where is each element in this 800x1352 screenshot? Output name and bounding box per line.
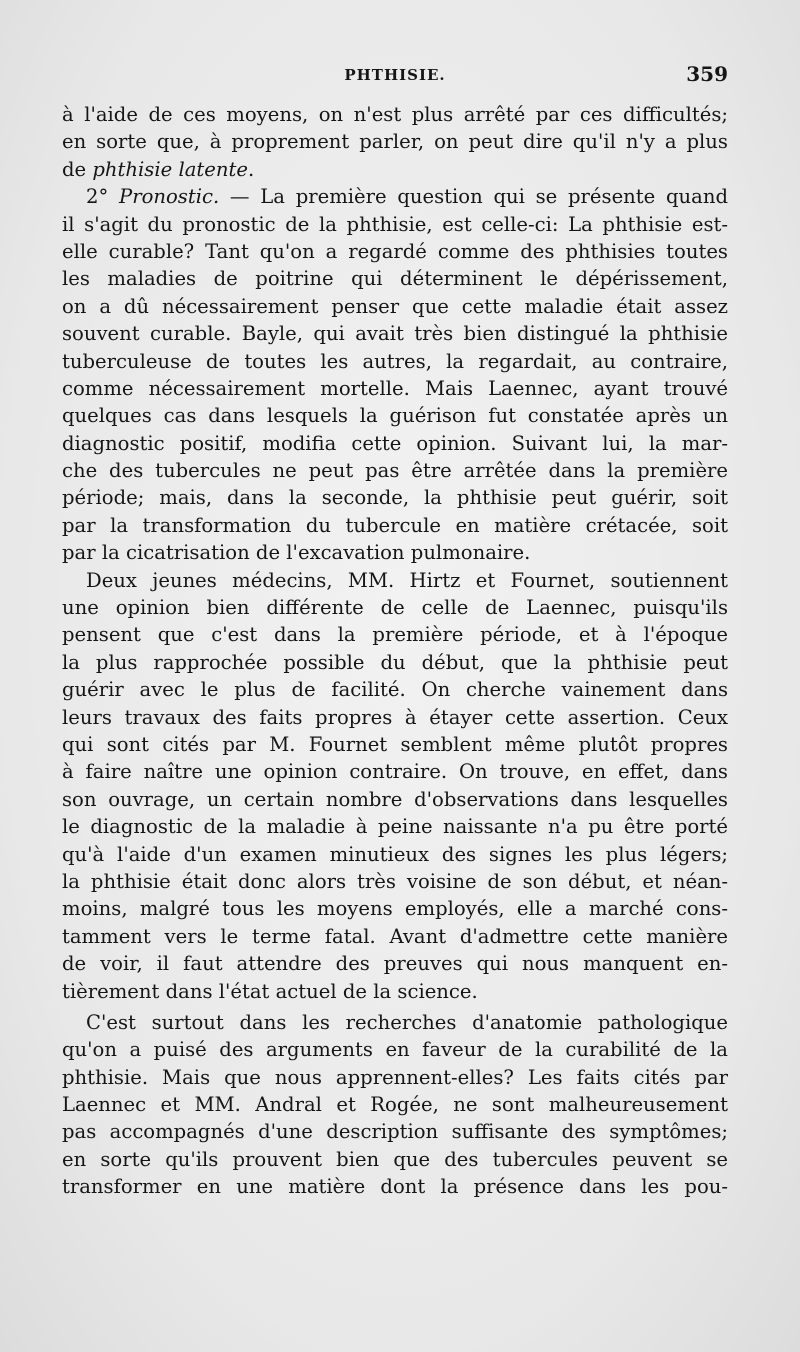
paragraph xyxy=(62,101,728,183)
text-line: comme nécessairement mortelle. Mais Laennec, ayant trouvé xyxy=(62,376,728,400)
text-line: qu'on a puisé des arguments en faveur de la curabilité de la xyxy=(62,1038,728,1062)
text-line: tièrement dans l'état actuel de la science. xyxy=(62,979,478,1003)
page-number: 359 xyxy=(686,62,728,86)
text-line: Laennec et MM. Andral et Rogée, ne sont malheureusement xyxy=(62,1093,728,1117)
text-line: phthisie. Mais que nous apprennent-elles? Les faits cités par xyxy=(62,1065,728,1089)
line-text: 2° xyxy=(86,185,120,209)
italic-term: Pronostic. xyxy=(119,185,220,209)
text-line: tuberculeuse de toutes les autres, la regardait, au contraire, xyxy=(62,349,728,373)
text-line xyxy=(62,156,728,183)
text-line: son ouvrage, un certain nombre d'observations dans lesquelles xyxy=(62,787,728,811)
text-line: le diagnostic de la maladie à peine naissante n'a pu être porté xyxy=(62,815,728,839)
text-line: en sorte que, à proprement parler, on peut dire qu'il n'y a plus xyxy=(62,130,728,154)
text-line: Deux jeunes médecins, MM. Hirtz et Fournet, soutiennent xyxy=(86,568,728,592)
text-line: période; mais, dans la seconde, la phthisie peut guérir, soit xyxy=(62,486,728,510)
text-line: C'est surtout dans les recherches d'anatomie pathologique xyxy=(86,1010,728,1034)
line-text: de xyxy=(62,157,93,181)
text-line: par la transformation du tubercule en matière crétacée, soit xyxy=(62,513,728,537)
text-line: guérir avec le plus de facilité. On cherche vainement dans xyxy=(62,678,728,702)
text-line: qu'à l'aide d'un examen minutieux des signes les plus légers; xyxy=(62,842,728,866)
text-line: la plus rapprochée possible du début, que la phthisie peut xyxy=(62,650,728,674)
text-line: tamment vers le terme fatal. Avant d'admettre cette manière xyxy=(62,924,728,948)
line-text: . xyxy=(247,157,255,181)
paragraph xyxy=(62,1009,728,1201)
text-line: transformer en une matière dont la présence dans les pou- xyxy=(62,1175,728,1199)
text-line: à faire naître une opinion contraire. On trouve, en effet, dans xyxy=(62,760,728,784)
text-line: elle curable? Tant qu'on a regardé comme des phthisies toutes xyxy=(62,239,728,263)
text-line: leurs travaux des faits propres à étayer cette assertion. Ceux xyxy=(62,705,728,729)
text-line: par la cicatrisation de l'excavation pulmonaire. xyxy=(62,541,531,565)
text-line: on a dû nécessairement penser que cette maladie était assez xyxy=(62,294,728,318)
text-line: en sorte qu'ils prouvent bien que des tubercules peuvent se xyxy=(62,1147,728,1171)
italic-term: phthisie latente xyxy=(92,157,248,181)
text-line xyxy=(62,183,728,210)
text-line: une opinion bien différente de celle de Laennec, puisqu'ils xyxy=(62,596,728,620)
text-line: qui sont cités par M. Fournet semblent même plutôt propres xyxy=(62,732,728,756)
text-line: pas accompagnés d'une description suffisante des symptômes; xyxy=(62,1120,728,1144)
text-line: la phthisie était donc alors très voisine de son début, et néan- xyxy=(62,869,728,893)
text-line: de voir, il faut attendre des preuves qui nous manquent en- xyxy=(62,952,728,976)
text-line: pensent que c'est dans la première période, et à l'époque xyxy=(62,623,728,647)
line-text: — La première question qui se présente quand xyxy=(219,185,729,209)
text-line: à l'aide de ces moyens, on n'est plus arrêté par ces difficultés; xyxy=(62,103,728,126)
text-line: quelques cas dans lesquels la guérison fut constatée après un xyxy=(62,404,728,428)
page-header xyxy=(62,62,728,92)
running-head: PHTHISIE. xyxy=(344,66,446,84)
text-line: il s'agit du pronostic de la phthisie, est celle-ci: La phthisie est- xyxy=(62,212,728,236)
paragraph xyxy=(62,183,728,566)
paragraph xyxy=(62,567,728,1005)
text-line: les maladies de poitrine qui déterminent le dépérissement, xyxy=(62,267,728,291)
text-line: che des tubercules ne peut pas être arrêtée dans la première xyxy=(62,459,728,483)
text-line: moins, malgré tous les moyens employés, elle a marché cons- xyxy=(62,897,728,921)
text-line: souvent curable. Bayle, qui avait très bien distingué la phthisie xyxy=(62,322,728,346)
text-line: diagnostic positif, modifia cette opinion. Suivant lui, la mar- xyxy=(62,431,728,455)
body-text xyxy=(62,101,728,1201)
